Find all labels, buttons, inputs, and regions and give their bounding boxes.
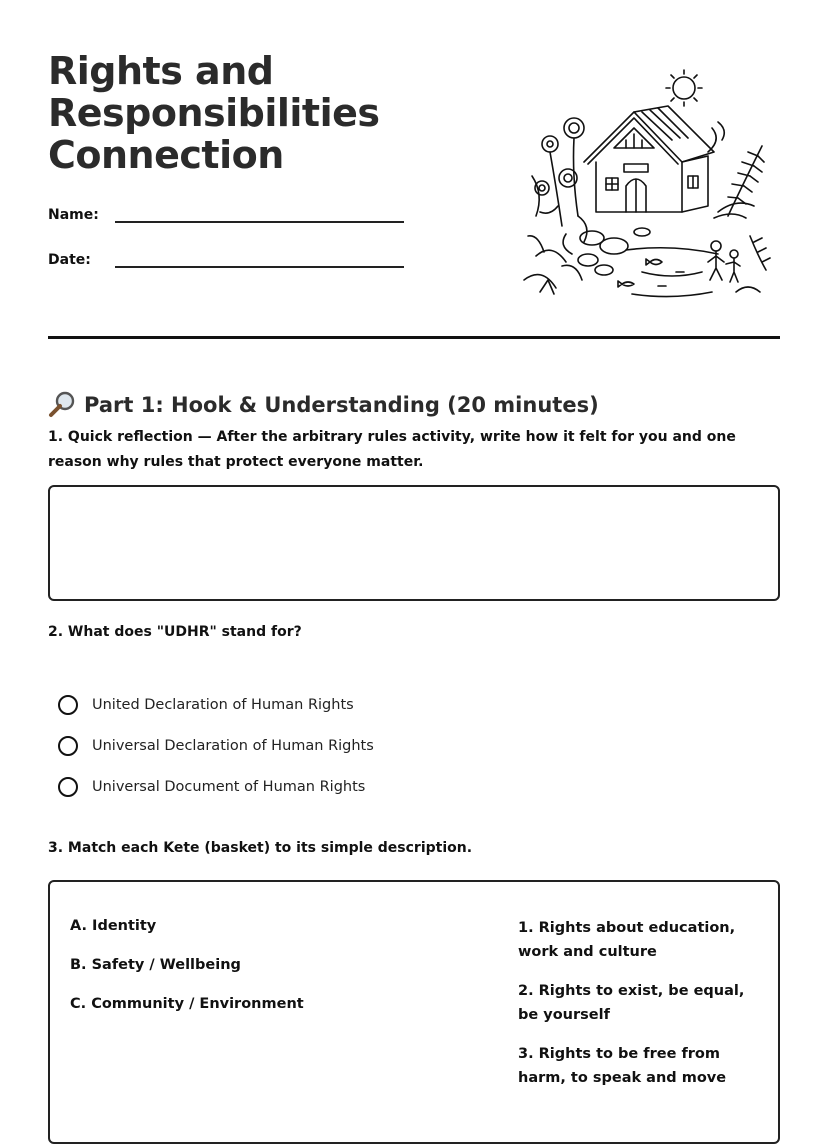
part1-heading: [48, 391, 599, 419]
matching-box: [48, 880, 780, 1144]
pond-icon: [578, 228, 718, 297]
option-label: Universal Declaration of Human Rights: [92, 737, 374, 754]
description-item: 3. Rights to be free from harm, to speak and move: [518, 1046, 727, 1086]
reflection-answer-box[interactable]: [48, 485, 780, 601]
description-item: 2. Rights to exist, be equal, be yourself: [518, 983, 745, 1023]
title-line: Rights and: [48, 49, 274, 93]
udhr-option[interactable]: [58, 725, 374, 766]
name-label: Name:: [48, 207, 99, 223]
description-item: 1. Rights about education, work and culture: [518, 920, 736, 960]
option-label: United Declaration of Human Rights: [92, 696, 354, 713]
cottage-garden-illustration: [522, 66, 772, 306]
fern-icon: [708, 122, 770, 292]
title-line: Responsibilities: [48, 91, 380, 135]
name-line[interactable]: [115, 203, 404, 223]
worksheet-page: [48, 0, 780, 1086]
magnifying-glass-icon: [48, 391, 76, 419]
sun-icon: [666, 70, 702, 106]
radio-button[interactable]: [58, 695, 78, 715]
children-icon: [708, 241, 740, 282]
question-1: 1. Quick reflection — After the arbitrary rules activity, write how it felt for you and one reason why rules that protect everyone matter.: [48, 429, 736, 470]
section-divider: [48, 336, 780, 339]
kete-column: [70, 918, 304, 1035]
kete-item: B. Safety / Wellbeing: [70, 957, 241, 973]
worksheet-title: [48, 50, 380, 176]
date-field[interactable]: [48, 248, 404, 268]
name-field[interactable]: [48, 203, 404, 223]
part1-heading-text: Part 1: Hook & Understanding (20 minutes): [84, 393, 599, 418]
radio-button[interactable]: [58, 736, 78, 756]
house-icon: [584, 106, 714, 212]
title-line: Connection: [48, 133, 284, 177]
question-2: 2. What does "UDHR" stand for?: [48, 624, 302, 640]
option-label: Universal Document of Human Rights: [92, 778, 366, 795]
worksheet-header: [48, 0, 780, 340]
kete-item: C. Community / Environment: [70, 996, 304, 1012]
date-line[interactable]: [115, 248, 404, 268]
udhr-option[interactable]: [58, 684, 374, 725]
description-column: [518, 916, 763, 1105]
udhr-options: [58, 684, 374, 807]
date-label: Date:: [48, 252, 91, 268]
question-3: 3. Match each Kete (basket) to its simple description.: [48, 840, 473, 856]
flowers-icon: [524, 118, 587, 294]
udhr-option[interactable]: [58, 766, 374, 807]
kete-item: A. Identity: [70, 918, 157, 934]
radio-button[interactable]: [58, 777, 78, 797]
